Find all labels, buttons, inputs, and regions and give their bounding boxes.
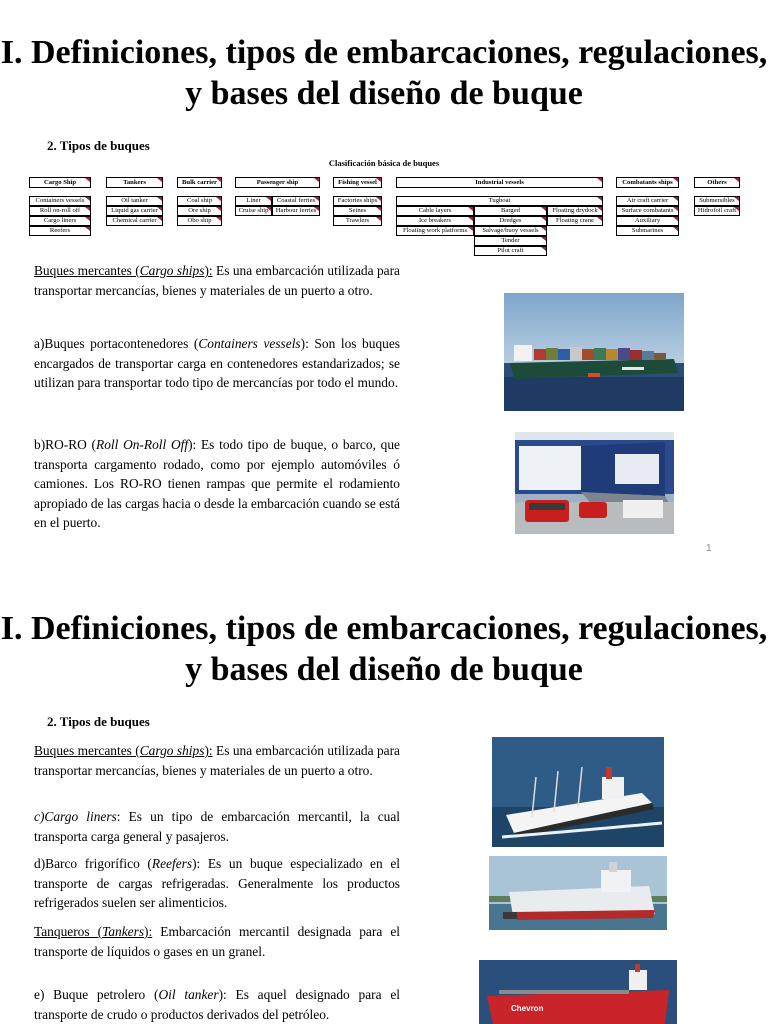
category-others: Others <box>694 177 740 188</box>
chevron-logo: Chevron <box>511 1004 544 1013</box>
item-hidrofoil-craft: Hidrofoil craft <box>694 206 740 216</box>
item-trawlers: Trawlers <box>333 216 382 226</box>
item-floating-drydock: Floating drydock <box>547 206 603 216</box>
category-combatants-ships: Combatants ships <box>616 177 679 188</box>
chart-title: Clasificación básica de buques <box>328 158 440 168</box>
item-tugboat: Tugboat <box>396 196 603 206</box>
item-surface-combatants: Surface combatants <box>616 206 679 216</box>
item-chemical-carrier: Chemical carrier <box>106 216 163 226</box>
category-bulk-carrier: Bulk carrier <box>177 177 222 188</box>
oil-tanker-photo <box>479 960 677 1024</box>
slide-title: I. Definiciones, tipos de embarcaciones, regulaciones, y bases del diseño de buque <box>0 34 768 112</box>
paragraph-cargo-liners: c)Cargo liners: Es un tipo de embarcación mercantil, la cual transporta carga general y pasajeros. <box>34 809 401 844</box>
category-cargo-ship: Cargo Ship <box>29 177 91 188</box>
item-liquid-gas-carrier: Liquid gas carrier <box>106 206 163 216</box>
item-cable-layers: Cable layers <box>396 206 474 216</box>
item-obo-ship: Obo ship <box>177 216 222 226</box>
item-dredges: Dredges <box>474 216 547 226</box>
item-roll-on-roll-off: Roll on-roll off <box>29 206 91 216</box>
item-salvage-buoy-vessels: Salvage/buoy vessels <box>474 226 547 236</box>
item-submarines: Submarines <box>616 226 679 236</box>
paragraph-container-vessels: a)Buques portacontenedores (Containers vessels): Son los buques encargados de transportar carga en contenedores estandarizados; se utilizan para transportar todo tipo de mercancías por todo el mundo. <box>34 336 400 390</box>
item-harbour-ferries: Harbour ferries <box>272 206 320 216</box>
item-floating-work-platforms: Floating work platforms <box>396 226 474 236</box>
item-coal-ship: Coal ship <box>177 196 222 206</box>
category-passenger-ship: Passenger ship <box>235 177 320 188</box>
category-tankers: Tankers <box>106 177 163 188</box>
item-liner: Liner <box>235 196 272 206</box>
item-factories-ships: Factories ships <box>333 196 382 206</box>
item-floating-crane: Floating crane <box>547 216 603 226</box>
page-number: 1 <box>706 543 712 554</box>
slide-title-2: I. Definiciones, tipos de embarcaciones, regulaciones, y bases del diseño de buque <box>0 610 768 688</box>
reefer-ship-photo <box>489 856 667 930</box>
paragraph-reefers: d)Barco frigorífico (Reefers): Es un buque especializado en el transporte de cargas refrigeradas. Generalmente los productos refrigerados suelen ser alimenticios. <box>34 856 401 910</box>
item-oil-tanker: Oil tanker <box>106 196 163 206</box>
paragraph-oil-tanker: e) Buque petrolero (Oil tanker): Es aquel designado para el transporte de crudo o productos derivados del petróleo. <box>34 987 400 1022</box>
paragraph-cargo-ships: Buques mercantes (Cargo ships): Es una embarcación utilizada para transportar mercancías, bienes y materiales de un puerto a otro. <box>34 263 400 298</box>
paragraph-ro-ro: b)RO-RO (Roll On-Roll Off): Es todo tipo de buque, o barco, que transporta cargamento rodado, como por ejemplo automóviles ó camiones. Los RO-RO tienen rampas que permite el rodamiento apropiado de las cargas hacia o desde la embarcación cuando se está en el puerto. <box>34 437 400 530</box>
item-cruise-ship: Cruise ship <box>235 206 272 216</box>
item-pilot-craft: Pilot craft <box>474 246 547 256</box>
paragraph-cargo-ships-2: Buques mercantes (Cargo ships): Es una embarcación utilizada para transportar mercancías, bienes y materiales de un puerto a otro. <box>34 743 400 778</box>
item-auxiliary: Auxiliary <box>616 216 679 226</box>
paragraph-tankers: Tanqueros (Tankers): Embarcación mercantil designada para el transporte de líquidos o gases en un granel. <box>34 924 400 959</box>
section-heading-2: 2. Tipos de buques <box>47 714 150 729</box>
item-containers-vessels: Containers vessels <box>29 196 91 206</box>
slide-2 <box>0 576 768 1024</box>
cargo-liner-photo <box>492 737 664 847</box>
item-reefers: Reefers <box>29 226 91 236</box>
item-cargo-liners: Cargo liners <box>29 216 91 226</box>
section-heading: 2. Tipos de buques <box>47 138 150 153</box>
item-submersibles: Submersibles <box>694 196 740 206</box>
item-seines: Seines <box>333 206 382 216</box>
ro-ro-ship-photo <box>515 432 674 534</box>
container-ship-photo <box>504 293 684 411</box>
item-ice-breakers: Ice breakers <box>396 216 474 226</box>
item-air-craft-carrier: Air craft carrier <box>616 196 679 206</box>
item-barged: Barged <box>474 206 547 216</box>
item-ore-ship: Ore ship <box>177 206 222 216</box>
item-coastal-ferries: Coastal ferries <box>272 196 320 206</box>
item-tender: Tender <box>474 236 547 246</box>
category-fishing-vessel: Fishing vessel <box>333 177 382 188</box>
category-industrial-vessels: Industrial vessels <box>396 177 603 188</box>
